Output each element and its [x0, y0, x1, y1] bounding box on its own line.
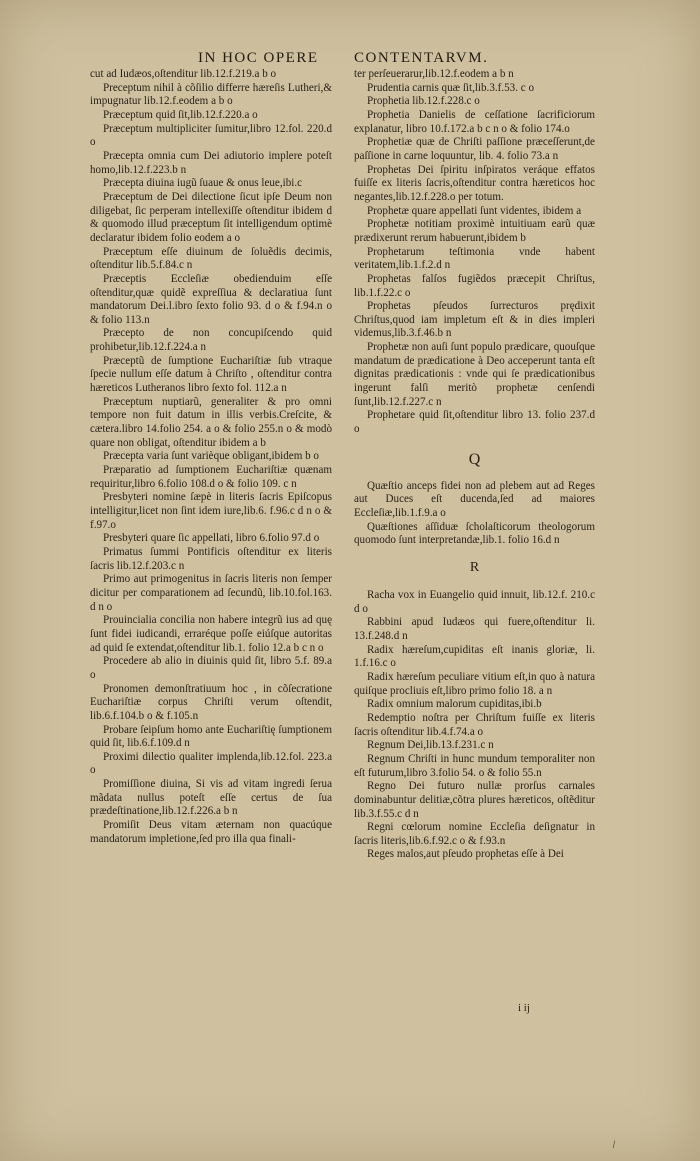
corner-mark: \	[609, 1139, 618, 1151]
index-entry: Prophetarum teſtimonia vnde habent veritatem,lib.1.f.2.d n	[354, 245, 595, 272]
index-entry: Rabbini apud Iudæos qui fuere,oſtenditur li. 13.f.248.d n	[354, 616, 595, 642]
running-header-left: IN HOC OPERE	[198, 50, 319, 66]
index-entry: Prophetia Danielis de ceſſatione ſacrificiorum explanatur, libro 10.f.172.a b c n o & folio 174.o	[354, 108, 595, 135]
index-entry: Presbyteri quare ſic appellati, libro 6.folio 97.d o	[103, 532, 320, 545]
index-entry: Præceptum eſſe diuinum de ſoluẽdis decimis, oſtenditur lib.5.f.84.c n	[90, 245, 332, 272]
index-entry: Regni cœlorum nomine Eccleſia deſignatur in ſacris literis,lib.6.f.92.c o & f.93.n	[354, 821, 595, 847]
section-letter-r: R	[469, 560, 480, 575]
index-entry: Prophetas pſeudos ſurrecturos prędixit Chriſtus,quod iam impletum eſt & in dies impleri videmus,lib.3.f.46.b n	[354, 300, 595, 340]
index-entry: Quæſtiones aſſiduæ ſcholaſticorum theologorum quomodo ſunt interpretandæ,lib.1. folio 16.d n	[354, 520, 595, 547]
index-entry: Prophetæ non auſi ſunt populo prædicare, quouſque mandatum de prædicatione à Deo acceperunt tanta eſt dignitas prædicationis : vnde qui ſe prædicationibus ingerunt falſi meritò prophetæ cenſendi ſunt,lib.12.f.227.c n	[354, 341, 595, 408]
index-entry: Prophetare quid ſit,oſtenditur libro 13. folio 237.d o	[354, 409, 595, 436]
index-entry: Præcepta varia ſunt varièque obligant,ibidem b o	[103, 450, 319, 463]
q-entries	[354, 480, 595, 548]
index-entry: Radix hæreſum peculiare vitium eſt,in quo à natura quiſque procliuis eſt,libro primo folio 18. a n	[354, 670, 595, 697]
r-entries	[354, 589, 595, 862]
index-entry: Primo aut primogenitus in ſacris literis non ſemper dicitur per comparationem ad ſecundũ, lib.10.fol.163. d n o	[90, 573, 332, 613]
index-entry: Præcepta diuina iugũ ſuaue & onus leue,ibi.c	[103, 177, 303, 190]
left-column	[90, 68, 332, 846]
index-entry: Præceptum nuptiarũ, generaliter & pro omni tempore non fuit datum in illis verbis.Creſcite, & cætera.libro 14.folio 254. a o & folio 255.n o & modò quare non obligat, oſtenditur ibidem a b	[90, 395, 332, 449]
index-entry: cut ad Iudæos,oſtenditur lib.12.f.219.a b o	[90, 68, 277, 80]
signature-mark: i ij	[518, 1002, 530, 1014]
index-entry: Prophetæ quare appellati ſunt videntes, ibidem a	[367, 204, 582, 217]
index-entry: Promiſit Deus vitam æternam non quacúque mandatorum impletione,ſed pro illa qua finali-	[90, 819, 332, 845]
index-entry: Præceptum de Dei dilectione ſicut ipſe Deum non diligebat, ſic perperam intellexiſſe oſtenditur ibidem d & quomodo illud præceptum ſit intelligendum optimè declaratur ibidem folio eodem a o	[90, 190, 332, 244]
index-entry: Prophetiæ quæ de Chriſti paſſione præceſſerunt,de paſſione in carne loquuntur, lib. 4. folio 73.a n	[354, 136, 595, 162]
index-entry: Præparatio ad ſumptionem Euchariſtiæ quænam requiritur,libro 6.folio 108.d o & folio 109. c n	[90, 464, 332, 490]
index-entry: Prophetas falſos fugiẽdos præcepit Chriſtus, lib.1.f.22.c o	[354, 272, 595, 299]
index-entry: Prophetæ notitiam proximè intuitiuam earũ quæ prædixerunt rerum habuerunt,ibidem b	[354, 218, 595, 244]
index-entry: Proximi dilectio qualiter implenda,lib.12.fol. 223.a o	[90, 750, 332, 777]
index-entry: Regnum Chriſti in hunc mundum temporaliter non eſt futurum,libro 3.folio 54. o & folio 55.n	[354, 752, 595, 779]
index-entry: Prophetas Dei ſpiritu inſpiratos veráque effatos fuiſſe ex literis ſacris,oſtenditur contra hæreticos hoc negantes,lib.12.f.228.o per totum.	[354, 163, 595, 203]
index-entry: Radix hæreſum,cupiditas eſt inanis gloriæ, li. 1.f.16.c o	[354, 643, 595, 670]
right-column	[354, 68, 595, 862]
index-entry: Presbyteri nomine ſæpè in literis ſacris Epiſcopus intelligitur,licet non ſint idem iure,lib.6. f.96.c d n o & f.97.o	[90, 491, 332, 531]
section-letter-q: Q	[468, 450, 481, 468]
p-entries-continued	[354, 68, 595, 437]
running-header-right: CONTENTARVM.	[354, 50, 489, 66]
index-entry: Præceptum multipliciter ſumitur,libro 12.fol. 220.d o	[90, 122, 332, 149]
index-entry: Regnum Dei,lib.13.f.231.c n	[367, 739, 494, 752]
index-entry: Promiſſione diuina, Si vis ad vitam ingredi ſerua mãdata nullus poteſt eſſe certus de ſua prædeſtinatione,lib.12.f.226.a b n	[90, 778, 332, 818]
index-entry: Probare ſeipſum homo ante Euchariſtię ſumptionem quid ſit, lib.6.f.109.d n	[90, 723, 332, 750]
index-entry: Regno Dei futuro nullæ prorſus carnales dominabuntur delitiæ,cõtra plures hæreticos, oſtẽditur lib.3.f.55.c d n	[354, 780, 595, 820]
index-entry: Radix omnium malorum cupiditas,ibi.b	[367, 698, 542, 711]
index-entry: Redemptio noſtra per Chriſtum fuiſſe ex literis ſacris oſtenditur lib.4.f.74.a o	[354, 711, 595, 738]
index-entry: Pronomen demonſtratiuum hoc , in cõſecratione Euchariſtiæ corpus Chriſti verum oſtendit, lib.6.f.104.b o & f.105.n	[90, 682, 332, 722]
index-entry: Procedere ab alio in diuinis quid ſit, libro 5.f. 89.a o	[90, 655, 332, 681]
index-entry: Præceptũ de ſumptione Euchariſtiæ ſub vtraque ſpecie nullum eſſe datum à Chriſto , oſtenditur contra hæreticos Lutheranos libro ſexto fol. 112.a n	[90, 354, 332, 395]
index-entry: Præceptum quid ſit,lib.12.f.220.a o	[103, 108, 258, 121]
index-entry: Prudentia carnis quæ ſit,lib.3.f.53. c o	[367, 81, 534, 94]
index-entry: Prophetia lib.12.f.228.c o	[367, 95, 480, 108]
index-entry: Præcepto de non concupiſcendo quid prohibetur,lib.12.f.224.a n	[90, 327, 332, 354]
index-entry: Præceptis Eccleſiæ obedienduim eſſe oſtenditur,quæ quidẽ expreſſiua & declaratiua ſunt mandatorum Dei.l.ibro ſexto folio 93. d o & f.94.n o & folio 113.n	[90, 272, 332, 326]
index-entry: ter perſeuerarur,lib.12.f.eodem a b n	[354, 68, 514, 80]
index-entry: Reges malos,aut pſeudo prophetas eſſe à Dei	[367, 848, 564, 861]
index-entry: Quæſtio anceps fidei non ad plebem aut ad Reges aut Duces eſt ducenda,ſed ad maiores Eccleſiæ,lib.1.f.9.a o	[354, 479, 595, 520]
index-entry: Prouincialia concilia non habere integrũ ius ad quę ſunt fidei iudicandi, erraréque poſſe eiúſque autoritas ad quid ſe extendat,oſtenditur lib.1. folio 12.a b c n o	[90, 614, 332, 654]
index-entry: Racha vox in Euangelio quid innuit, lib.12.f. 210.c d o	[354, 589, 595, 615]
index-entry: Preceptum nihil à cõſilio differre hæreſis Lutheri,& impugnatur lib.12.f.eodem a b o	[90, 81, 332, 108]
index-entry: Præcepta omnia cum Dei adiutorio implere poteſt homo,lib.12.f.223.b n	[90, 149, 332, 176]
index-entry: Primatus ſummi Pontificis oſtenditur ex literis ſacris lib.12.f.203.c n	[90, 545, 332, 572]
